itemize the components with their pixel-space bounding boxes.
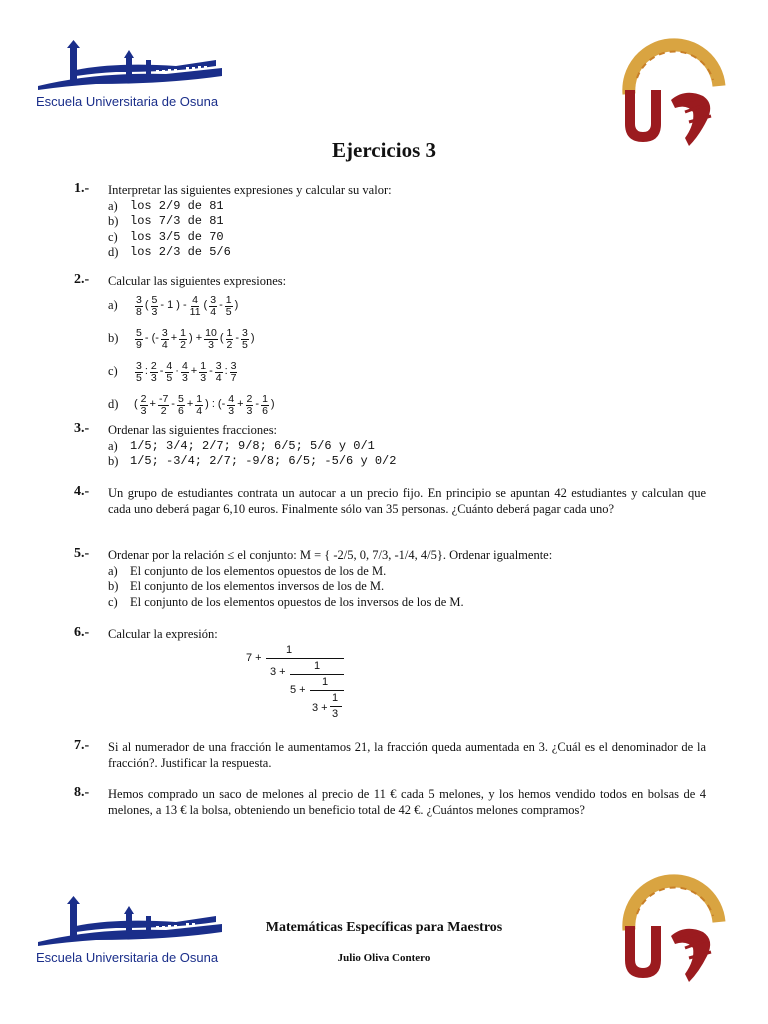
- exercise-items: [108, 439, 706, 470]
- fraction: $\frac{4}{5}$: [166, 359, 173, 384]
- fraction: $\frac{2}{3}$: [150, 359, 157, 384]
- osuna-logo: [36, 40, 226, 110]
- item-label: d): [108, 245, 119, 259]
- operator: - 1 ) -: [160, 299, 187, 312]
- item-text: 1/5; 3/4; 2/7; 9/8; 6/5; 5/6 y 0/1: [130, 438, 375, 453]
- item-text: los 7/3 de 81: [130, 214, 224, 228]
- cf-term: 3 +: [270, 666, 286, 678]
- item-label: a): [108, 438, 118, 453]
- fraction: $\frac{5}{9}$: [136, 326, 142, 351]
- list-item: [108, 199, 706, 215]
- list-item: [108, 245, 706, 261]
- exercise-body: [108, 183, 706, 261]
- expression-d: [108, 389, 706, 422]
- expression-b: [108, 323, 706, 356]
- item-label: a): [108, 563, 118, 578]
- fraction: $\frac{3}{8}$: [136, 293, 142, 318]
- fraction: $\frac{1}{3}$: [200, 359, 207, 384]
- course-name: Matemáticas Específicas para Maestros: [265, 920, 503, 935]
- list-item: [108, 595, 706, 611]
- exercise-items: [108, 564, 706, 611]
- fraction: $\frac{1}{4}$: [196, 392, 203, 417]
- exercise-statement: Interpretar las siguientes expresiones y calcular su valor:: [108, 183, 392, 197]
- exercise-items: [108, 199, 706, 261]
- list-item: [108, 214, 706, 230]
- item-label: d): [108, 397, 119, 412]
- sevilla-seal-icon: [615, 874, 731, 990]
- item-label: b): [108, 331, 119, 346]
- fraction: $\frac{4}{3}$: [228, 392, 235, 417]
- fraction: $\frac{5}{6}$: [177, 392, 184, 417]
- item-label: c): [108, 594, 118, 609]
- fraction-bar: [266, 658, 344, 659]
- item-label: a): [108, 298, 118, 313]
- math-expression: ( $\frac{2}{3}$ + $\frac{-7}{2}$ - $\frac{5}{6}$ + $\frac{1}{4}$ ) : (- $\frac{4}{3}$ + $\frac{2}{3}$ - $\frac{1}{6}$ ): [134, 392, 275, 417]
- exercise-statement: Si al numerador de una fracción le aumentamos 21, la fracción queda aumentada en 3. ¿Cuál es el denominador de la fracción?. Justificar la respuesta.: [108, 740, 706, 770]
- fraction: $\frac{1}{6}$: [262, 392, 268, 417]
- item-text: El conjunto de los elementos inversos de los de M.: [130, 579, 385, 593]
- exercise-number: 7.-: [74, 738, 90, 753]
- cf-term: 5 +: [290, 684, 306, 696]
- exercise-number: 1.-: [74, 181, 90, 196]
- item-text: El conjunto de los elementos opuestos de los inversos de los de M.: [130, 594, 464, 609]
- expression-a: [108, 290, 706, 323]
- cf-denominator: 3: [332, 708, 339, 720]
- list-item: [108, 439, 706, 455]
- fraction: $\frac{1}{5}$: [225, 293, 232, 318]
- math-expression: $\frac{3}{8}$ ( $\frac{5}{3}$ - 1 ) - $\frac{4}{11}$ ( $\frac{3}{4}$ - $\frac{1}{5}$ ): [136, 293, 239, 318]
- math-expression: $\frac{3}{5}$ : $\frac{2}{3}$ - $\frac{4}{5}$ · $\frac{4}{3}$ + $\frac{1}{3}$ - $\frac{3}{4}$ : $\frac{3}{7}$: [136, 359, 237, 384]
- continued-fraction: [246, 644, 356, 724]
- item-text: los 2/3 de 5/6: [130, 245, 231, 259]
- item-label: b): [108, 454, 119, 468]
- fraction: $\frac{5}{3}$: [151, 293, 158, 318]
- sevilla-seal-icon: [615, 38, 731, 154]
- item-label: c): [108, 229, 118, 244]
- list-item: [108, 564, 706, 580]
- fraction: $\frac{1}{2}$: [180, 326, 187, 351]
- fraction: $\frac{3}{5}$: [136, 359, 142, 384]
- fraction: $\frac{2}{3}$: [140, 392, 147, 417]
- exercise-number: 2.-: [74, 272, 90, 287]
- cf-term: 3 +: [312, 702, 328, 714]
- cf-numerator: 1: [322, 676, 329, 688]
- exercise-statement: Hemos comprado un saco de melones al precio de 11 € cada 5 melones, y los hemos vendido todos en bolsas de 4 melones, a 13 € la bolsa, obteniendo un beneficio total de 42 €. ¿Cuántos melones compramos?: [108, 787, 706, 817]
- item-text: El conjunto de los elementos opuestos de los de M.: [130, 563, 387, 578]
- sevilla-seal-footer: [615, 874, 731, 990]
- cf-term: 7 +: [246, 652, 262, 664]
- fraction: $\frac{4}{11}$: [189, 293, 201, 318]
- fraction-bar: [310, 690, 344, 691]
- fraction: $\frac{3}{4}$: [210, 293, 217, 318]
- item-text: los 3/5 de 70: [130, 229, 224, 244]
- item-label: c): [108, 364, 118, 379]
- fraction: $\frac{3}{4}$: [161, 326, 168, 351]
- operator: ) +: [189, 332, 203, 345]
- exercise-number: 4.-: [74, 484, 90, 499]
- item-text: 1/5; -3/4; 2/7; -9/8; 6/5; -5/6 y 0/2: [130, 454, 397, 468]
- author-name: Julio Oliva Contero: [337, 952, 431, 964]
- item-label: b): [108, 579, 119, 593]
- exercise-statement: Ordenar por la relación ≤ el conjunto: M = { -2/5, 0, 7/3, -1/4, 4/5}. Ordenar igualmente:: [108, 548, 553, 562]
- fraction: $\frac{-7}{2}$: [158, 392, 169, 417]
- osuna-logo-caption: Escuela Universitaria de Osuna: [36, 950, 219, 965]
- fraction: $\frac{10}{3}$: [205, 326, 217, 351]
- list-item: [108, 454, 706, 470]
- exercise-statement: Calcular las siguientes expresiones:: [108, 274, 287, 288]
- osuna-logo-caption: Escuela Universitaria de Osuna: [36, 94, 219, 109]
- exercise-statement: Calcular la expresión:: [108, 627, 218, 641]
- page-title: Ejercicios 3: [332, 138, 436, 162]
- fraction: $\frac{2}{3}$: [246, 392, 253, 417]
- fraction: $\frac{3}{4}$: [215, 359, 222, 384]
- expression-c: [108, 356, 706, 389]
- list-item: [108, 579, 706, 595]
- exercise-number: 5.-: [74, 546, 90, 561]
- osuna-building-emblem: [36, 40, 226, 92]
- list-item: [108, 230, 706, 246]
- sevilla-seal: [615, 38, 731, 154]
- exercise-statement: Un grupo de estudiantes contrata un autocar a un precio fijo. En principio se apuntan 42 estudiantes y calculan que cada uno deberá pagar 6,10 euros. Finalmente sólo van 35 personas. ¿Cuánto deberá pagar cada uno?: [108, 486, 706, 516]
- exercise-body: [108, 274, 706, 422]
- item-label: a): [108, 198, 118, 213]
- fraction-bar: [290, 674, 344, 675]
- item-label: b): [108, 214, 119, 228]
- cf-numerator: 1: [314, 660, 321, 672]
- fraction: $\frac{3}{7}$: [230, 359, 237, 384]
- exercise-number: 3.-: [74, 421, 90, 436]
- operator: - (-: [144, 332, 159, 345]
- fraction: $\frac{1}{2}$: [226, 326, 233, 351]
- fraction-bar: [330, 706, 342, 707]
- cf-numerator: 1: [332, 692, 339, 704]
- exercise-body: [108, 423, 706, 470]
- exercise-body: [108, 548, 706, 610]
- math-expression: $\frac{5}{9}$ - (- $\frac{3}{4}$ + $\frac{1}{2}$ ) + $\frac{10}{3}$ ( $\frac{1}{2}$ - $\frac{3}{5}$ ): [136, 326, 255, 351]
- fraction: $\frac{4}{3}$: [181, 359, 188, 384]
- fraction: $\frac{3}{5}$: [242, 326, 248, 351]
- item-text: los 2/9 de 81: [130, 198, 224, 213]
- cf-numerator: 1: [286, 644, 293, 656]
- exercise-number: 6.-: [74, 625, 90, 640]
- exercise-number: 8.-: [74, 785, 90, 800]
- exercise-statement: Ordenar las siguientes fracciones:: [108, 423, 278, 437]
